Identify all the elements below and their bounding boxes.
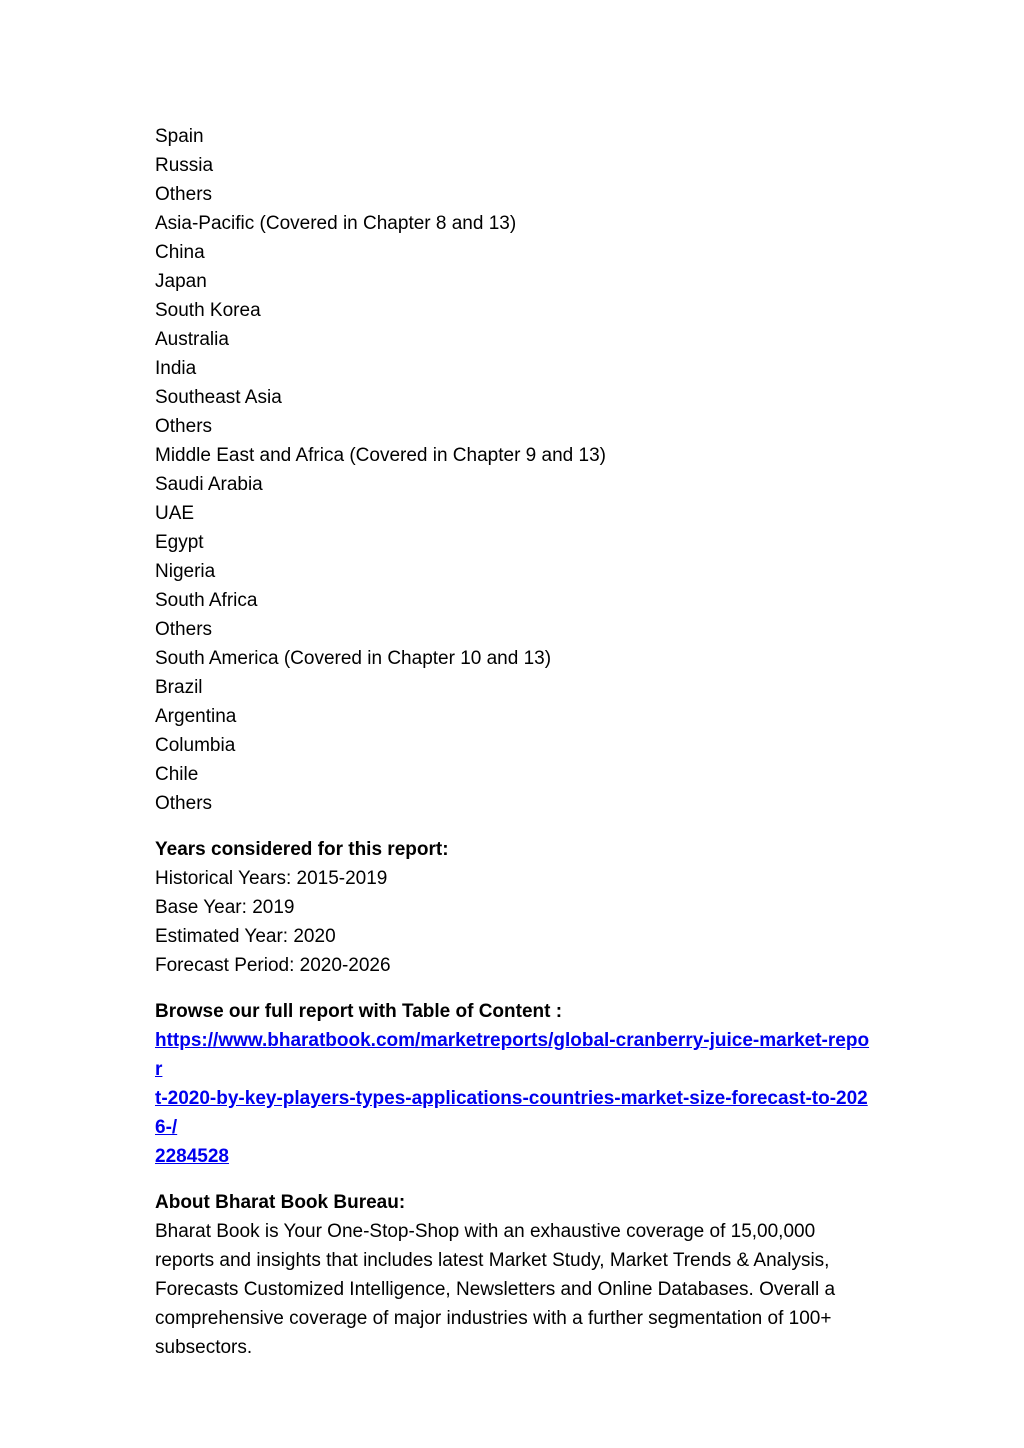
historical-years: Historical Years: 2015-2019 — [155, 868, 388, 889]
list-item: Russia — [155, 155, 214, 176]
report-link-line-3: 2284528 — [155, 1146, 229, 1167]
list-item: Others — [155, 619, 213, 640]
list-item: Others — [155, 184, 213, 205]
list-item: Columbia — [155, 735, 236, 756]
list-item: Others — [155, 416, 213, 437]
list-item: Nigeria — [155, 561, 216, 582]
list-item: Chile — [155, 764, 199, 785]
about-line-5: subsectors. — [155, 1337, 253, 1358]
base-year: Base Year: 2019 — [155, 897, 295, 918]
browse-section — [155, 997, 875, 1171]
about-line-3: Forecasts Customized Intelligence, Newsletters and Online Databases. Overall a — [155, 1279, 836, 1300]
list-item: Middle East and Africa (Covered in Chapter 9 and 13) — [155, 445, 606, 466]
list-item: Argentina — [155, 706, 237, 727]
forecast-period: Forecast Period: 2020-2026 — [155, 955, 391, 976]
list-item: Japan — [155, 271, 207, 292]
about-section — [155, 1188, 875, 1362]
list-item: Australia — [155, 329, 229, 350]
estimated-year: Estimated Year: 2020 — [155, 926, 336, 947]
list-item: Brazil — [155, 677, 203, 698]
regions-list — [155, 122, 875, 818]
list-item: China — [155, 242, 205, 263]
list-item: Saudi Arabia — [155, 474, 263, 495]
about-heading: About Bharat Book Bureau: — [155, 1192, 406, 1213]
list-item: Southeast Asia — [155, 387, 282, 408]
list-item: South Korea — [155, 300, 261, 321]
list-item: India — [155, 358, 197, 379]
report-link[interactable] — [155, 1026, 875, 1171]
list-item: Spain — [155, 126, 204, 147]
browse-heading: Browse our full report with Table of Content : — [155, 1001, 563, 1022]
list-item: South Africa — [155, 590, 258, 611]
about-line-4: comprehensive coverage of major industries with a further segmentation of 100+ — [155, 1308, 832, 1329]
about-line-1: Bharat Book is Your One-Stop-Shop with an exhaustive coverage of 15,00,000 — [155, 1221, 816, 1242]
about-paragraph — [155, 1217, 855, 1362]
report-link-line-2: t-2020-by-key-players-types-applications-countries-market-size-forecast-to-2026-/ — [155, 1088, 868, 1138]
document-page — [155, 122, 875, 1362]
list-item: Egypt — [155, 532, 204, 553]
years-heading: Years considered for this report: — [155, 839, 449, 860]
about-line-2: reports and insights that includes latest Market Study, Market Trends & Analysis, — [155, 1250, 830, 1271]
list-item: UAE — [155, 503, 195, 524]
list-item: Others — [155, 793, 213, 814]
years-section — [155, 835, 875, 980]
list-item: South America (Covered in Chapter 10 and 13) — [155, 648, 552, 669]
list-item: Asia-Pacific (Covered in Chapter 8 and 13) — [155, 213, 517, 234]
report-link-line-1: https://www.bharatbook.com/marketreports/global-cranberry-juice-market-repor — [155, 1030, 870, 1080]
